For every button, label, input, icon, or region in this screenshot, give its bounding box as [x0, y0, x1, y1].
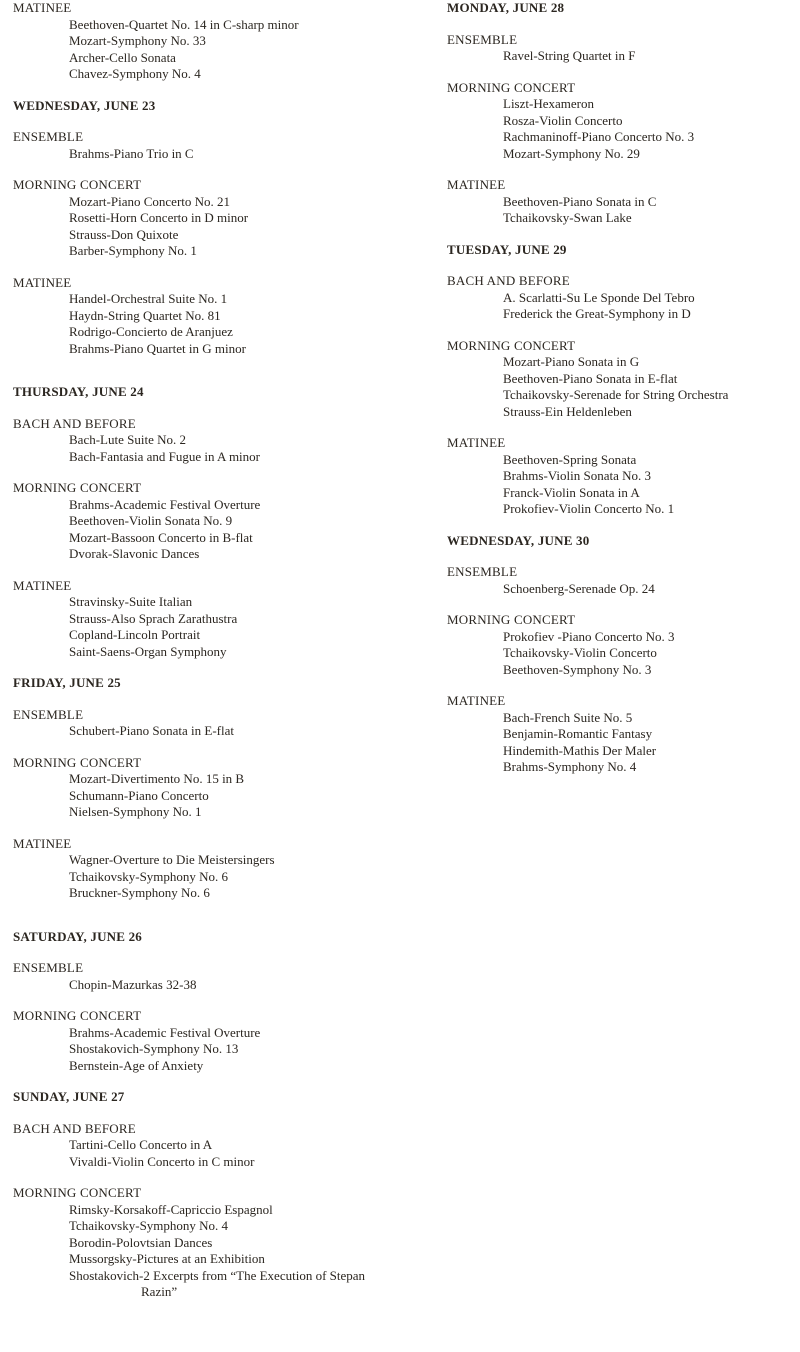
- left-column: [13, 0, 433, 1316]
- program-session: [447, 338, 792, 421]
- piece-item: Mozart-Symphony No. 33: [69, 33, 206, 48]
- program-session: [13, 1008, 433, 1074]
- program-session: [13, 129, 433, 162]
- piece-item: Brahms-Violin Sonata No. 3: [503, 468, 651, 483]
- session-title: ENSEMBLE: [13, 706, 84, 722]
- piece-item: Stravinsky-Suite Italian: [69, 594, 193, 609]
- piece-item: Schubert-Piano Sonata in E-flat: [69, 723, 234, 738]
- piece-item: Brahms-Piano Trio in C: [69, 145, 194, 161]
- piece-list: [13, 1202, 433, 1301]
- program-session: [447, 564, 792, 597]
- piece-item: Liszt-Hexameron: [503, 96, 594, 111]
- piece-item: Barber-Symphony No. 1: [69, 243, 197, 258]
- session-title: MORNING CONCERT: [13, 754, 142, 770]
- piece-list: [13, 291, 433, 357]
- piece-list: [13, 852, 433, 902]
- piece-item: Tartini-Cello Concerto in A: [69, 1137, 213, 1152]
- session-title: MATINEE: [447, 693, 506, 708]
- piece-item: Chopin-Mazurkas 32-38: [69, 976, 197, 992]
- session-title: MORNING CONCERT: [13, 1008, 142, 1023]
- day-heading: SUNDAY, JUNE 27: [13, 1089, 125, 1104]
- piece-item: Tchaikovsky-Swan Lake: [503, 210, 632, 225]
- program-session: [13, 960, 433, 993]
- piece-item: Beethoven-Piano Sonata in C: [503, 193, 657, 209]
- session-title: MATINEE: [13, 835, 72, 851]
- day-heading: TUESDAY, JUNE 29: [447, 241, 567, 257]
- program-session: [13, 0, 433, 83]
- program-session: [13, 836, 433, 902]
- piece-item: Mozart-Divertimento No. 15 in B: [69, 771, 245, 786]
- piece-item: Prokofiev -Piano Concerto No. 3: [503, 628, 675, 644]
- piece-item: Schoenberg-Serenade Op. 24: [503, 580, 655, 596]
- piece-list: [447, 710, 792, 776]
- piece-item: Rosza-Violin Concerto: [503, 112, 623, 128]
- piece-item: Bach-Lute Suite No. 2: [69, 432, 186, 447]
- piece-list: [13, 17, 433, 83]
- program-session: [13, 480, 433, 563]
- piece-item: Frederick the Great-Symphony in D: [503, 306, 691, 321]
- piece-item: Strauss-Don Quixote: [69, 226, 179, 242]
- piece-item: Brahms-Symphony No. 4: [503, 759, 637, 774]
- piece-item: Dvorak-Slavonic Dances: [69, 546, 200, 561]
- piece-item: Tchaikovsky-Violin Concerto: [503, 645, 657, 660]
- piece-item: Ravel-String Quartet in F: [503, 48, 636, 63]
- session-title: ENSEMBLE: [13, 129, 84, 144]
- piece-list: [13, 194, 433, 260]
- piece-item: Mozart-Bassoon Concerto in B-flat: [69, 529, 253, 545]
- piece-list: [447, 629, 792, 679]
- section-spacer: [13, 372, 433, 384]
- program-session: [13, 1185, 433, 1301]
- piece-item: Schumann-Piano Concerto: [69, 787, 209, 803]
- section-spacer: [13, 917, 433, 929]
- session-title: MATINEE: [13, 577, 72, 593]
- piece-item: Bach-French Suite No. 5: [503, 709, 633, 725]
- program-session: [447, 273, 792, 323]
- program-session: [13, 177, 433, 260]
- program-session: [13, 755, 433, 821]
- session-title: MORNING CONCERT: [13, 177, 142, 192]
- piece-item: Beethoven-Quartet No. 14 in C-sharp minor: [69, 16, 299, 32]
- piece-item: A. Scarlatti-Su Le Sponde Del Tebro: [503, 289, 695, 305]
- program-session: [13, 275, 433, 358]
- piece-item: Archer-Cello Sonata: [69, 49, 176, 65]
- right-column: [447, 0, 792, 791]
- piece-list: [13, 432, 433, 465]
- piece-item: Rimsky-Korsakoff-Capriccio Espagnol: [69, 1201, 273, 1217]
- session-title: BACH AND BEFORE: [13, 415, 136, 431]
- day-heading: FRIDAY, JUNE 25: [13, 675, 121, 690]
- piece-item: Mussorgsky-Pictures at an Exhibition: [69, 1251, 265, 1266]
- piece-list: [447, 48, 792, 65]
- session-title: BACH AND BEFORE: [13, 1120, 136, 1136]
- program-session: [447, 612, 792, 678]
- session-title: MORNING CONCERT: [13, 480, 142, 495]
- piece-item: Copland-Lincoln Portrait: [69, 627, 201, 642]
- piece-item: Strauss-Ein Heldenleben: [503, 403, 632, 419]
- piece-item: [69, 1268, 433, 1301]
- piece-item: Brahms-Piano Quartet in G minor: [69, 340, 246, 356]
- piece-item: Rosetti-Horn Concerto in D minor: [69, 210, 249, 225]
- program-session: [447, 693, 792, 776]
- piece-list: [447, 452, 792, 518]
- piece-item: Strauss-Also Sprach Zarathustra: [69, 610, 238, 626]
- program-session: [447, 435, 792, 518]
- piece-item: Brahms-Academic Festival Overture: [69, 496, 261, 512]
- piece-item: Beethoven-Piano Sonata in E-flat: [503, 370, 678, 386]
- program-session: [447, 32, 792, 65]
- session-title: MATINEE: [447, 177, 506, 192]
- day-heading: THURSDAY, JUNE 24: [13, 384, 144, 399]
- piece-list: [447, 194, 792, 227]
- piece-item: Nielsen-Symphony No. 1: [69, 804, 202, 819]
- piece-item: Chavez-Symphony No. 4: [69, 66, 201, 81]
- session-title: MATINEE: [13, 274, 72, 290]
- session-title: MATINEE: [13, 0, 72, 15]
- piece-list: [13, 594, 433, 660]
- piece-item: Tchaikovsky-Symphony No. 4: [69, 1218, 229, 1233]
- piece-item: Bernstein-Age of Anxiety: [69, 1057, 204, 1073]
- piece-item: Borodin-Polovtsian Dances: [69, 1234, 213, 1250]
- program-session: [447, 177, 792, 227]
- piece-item: Bach-Fantasia and Fugue in A minor: [69, 448, 261, 464]
- piece-item: Beethoven-Violin Sonata No. 9: [69, 513, 233, 528]
- piece-item: Brahms-Academic Festival Overture: [69, 1024, 261, 1040]
- piece-list: [13, 1137, 433, 1170]
- program-session: [13, 416, 433, 466]
- piece-title: Shostakovich-2 Excerpts from “The Execution of Stepan: [69, 1267, 366, 1283]
- piece-item: Shostakovich-Symphony No. 13: [69, 1041, 239, 1056]
- day-heading: WEDNESDAY, JUNE 30: [447, 532, 590, 548]
- program-session: [447, 80, 792, 163]
- piece-item: Beethoven-Symphony No. 3: [503, 661, 652, 677]
- piece-item: Prokofiev-Violin Concerto No. 1: [503, 501, 675, 516]
- piece-item: Mozart-Symphony No. 29: [503, 145, 640, 161]
- session-title: MORNING CONCERT: [13, 1185, 142, 1200]
- piece-item: Rachmaninoff-Piano Concerto No. 3: [503, 129, 695, 144]
- day-heading: WEDNESDAY, JUNE 23: [13, 97, 156, 113]
- session-title: ENSEMBLE: [13, 960, 84, 975]
- piece-list: [13, 146, 433, 163]
- piece-list: [447, 96, 792, 162]
- piece-list: [13, 977, 433, 994]
- session-title: MORNING CONCERT: [447, 79, 576, 95]
- program-session: [13, 1121, 433, 1171]
- piece-item: Mozart-Piano Concerto No. 21: [69, 193, 231, 209]
- session-title: BACH AND BEFORE: [447, 273, 570, 288]
- piece-list: [13, 497, 433, 563]
- piece-list: [13, 723, 433, 740]
- piece-list: [13, 771, 433, 821]
- piece-item: Hindemith-Mathis Der Maler: [503, 742, 657, 758]
- piece-item: Franck-Violin Sonata in A: [503, 484, 640, 500]
- day-heading: MONDAY, JUNE 28: [447, 0, 565, 15]
- piece-list: [447, 581, 792, 598]
- session-title: MATINEE: [447, 435, 506, 450]
- piece-item: Wagner-Overture to Die Meistersingers: [69, 852, 275, 867]
- piece-item: Benjamin-Romantic Fantasy: [503, 726, 653, 741]
- piece-item: Bruckner-Symphony No. 6: [69, 885, 210, 900]
- piece-list: [447, 354, 792, 420]
- piece-list: [13, 1025, 433, 1075]
- piece-list: [447, 290, 792, 323]
- piece-item: Vivaldi-Violin Concerto in C minor: [69, 1153, 255, 1169]
- piece-title-continuation: Razin”: [141, 1284, 178, 1299]
- session-title: MORNING CONCERT: [447, 337, 576, 353]
- piece-item: Beethoven-Spring Sonata: [503, 451, 637, 467]
- piece-item: Tchaikovsky-Serenade for String Orchestra: [503, 387, 729, 402]
- piece-item: Tchaikovsky-Symphony No. 6: [69, 868, 229, 884]
- piece-item: Handel-Orchestral Suite No. 1: [69, 291, 228, 306]
- piece-item: Mozart-Piano Sonata in G: [503, 354, 640, 369]
- piece-item: Saint-Saens-Organ Symphony: [69, 643, 227, 659]
- session-title: ENSEMBLE: [447, 564, 518, 579]
- program-session: [13, 578, 433, 661]
- piece-item: Rodrigo-Concierto de Aranjuez: [69, 324, 233, 339]
- session-title: MORNING CONCERT: [447, 612, 576, 627]
- piece-item: Haydn-String Quartet No. 81: [69, 307, 221, 323]
- program-session: [13, 707, 433, 740]
- session-title: ENSEMBLE: [447, 31, 518, 47]
- day-heading: SATURDAY, JUNE 26: [13, 928, 142, 944]
